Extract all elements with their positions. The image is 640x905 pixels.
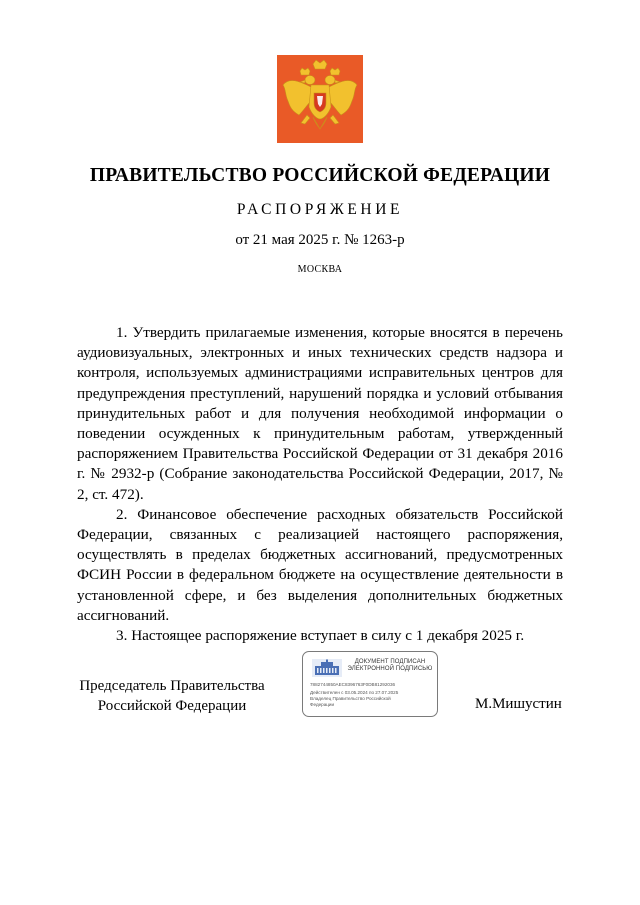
- stamp-header-line-2: ЭЛЕКТРОННОЙ ПОДПИСЬЮ: [347, 666, 433, 673]
- paragraph-3: 3. Настоящее распоряжение вступает в силу с 1 декабря 2025 г.: [116, 627, 525, 645]
- document-type: РАСПОРЯЖЕНИЕ: [236, 201, 404, 218]
- signer-name: М.Мишустин: [475, 696, 562, 712]
- stamp-header-line-1: ДОКУМЕНТ ПОДПИСАН: [354, 659, 426, 665]
- stamp-header: [345, 659, 435, 673]
- signer-title: [62, 677, 282, 716]
- stamp-validity: Действителен с 03.05.2024 по 27.07.2025: [310, 690, 399, 695]
- stamp-owner-line-1: Владелец Правительство Российской: [310, 696, 391, 701]
- russian-coat-of-arms-icon: [277, 55, 363, 143]
- signer-title-line-2: Российской Федерации: [97, 697, 247, 714]
- stamp-owner-line-2: Федерации: [310, 702, 335, 707]
- government-title: ПРАВИТЕЛЬСТВО РОССИЙСКОЙ ФЕДЕРАЦИИ: [89, 165, 551, 186]
- stamp-serial: 7882744850AEC8396763F0DB81292036: [310, 682, 396, 687]
- paragraph-1: 1. Утвердить прилагаемые изменения, которые вносятся в перечень аудиовизуальных, электронных и иных технических средств надзора и контроля, используемых администрациями исправительных центров для предупреждения преступлений, нарушений порядка и условий отбывания принудительных работ и для получения необходимой информации о поведении осужденных к принудительным работам, утвержденный распоряжением Правительства Российской Федерации от 31 декабря 2016 г. № 2932-р (Собрание законодательства Российской Федерации, 2017, № 2, ст. 472).: [77, 324, 563, 503]
- document-date-number: от 21 мая 2025 г. № 1263-р: [235, 232, 405, 248]
- document-city: МОСКВА: [297, 264, 343, 275]
- electronic-signature-stamp: [302, 651, 438, 717]
- signer-title-line-1: Председатель Правительства: [79, 678, 265, 694]
- document-body: [77, 323, 563, 646]
- government-building-icon: [312, 659, 342, 677]
- paragraph-2: 2. Финансовое обеспечение расходных обязательств Российской Федерации, связанных с реализацией настоящего распоряжения, осуществлять в пределах бюджетных ассигнований, предусмотренных ФСИН России в федеральном бюджете на осуществление деятельности в установленной сфере, и без выделения дополнительных бюджетных ассигнований.: [77, 505, 563, 624]
